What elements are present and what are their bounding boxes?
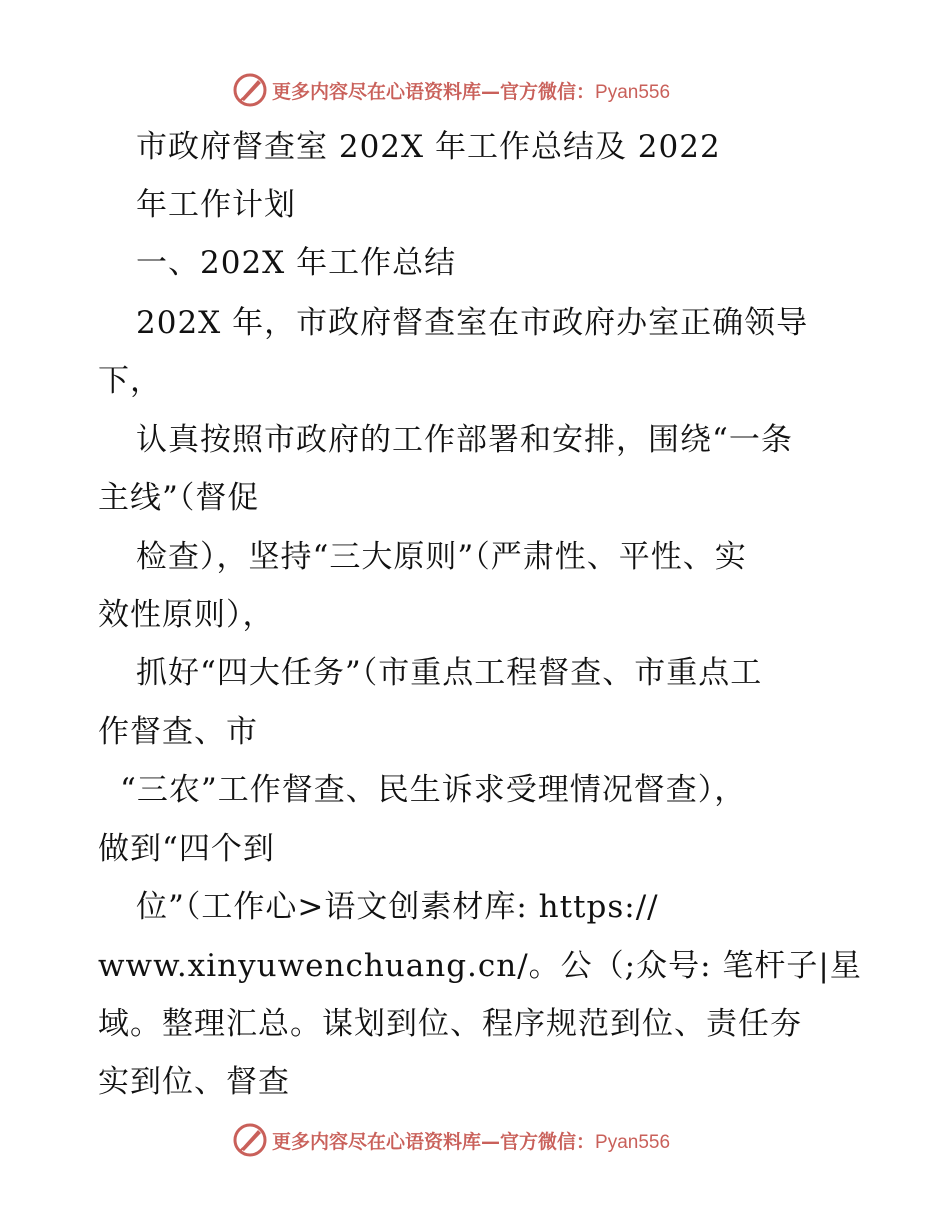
header-banner — [232, 70, 712, 110]
quill-logo-icon — [232, 1122, 268, 1158]
banner-wechat-id: Pyan556 — [595, 1131, 671, 1153]
body-line: 效性原则）， — [98, 597, 275, 633]
body-line: 位”（工作心>语文创素材库: https:// — [136, 889, 659, 925]
doc-title-line-2: 年工作计划 — [136, 187, 296, 223]
body-line: 域。整理汇总。谋划到位、程序规范到位、责任夯 — [98, 1006, 802, 1042]
body-line: 主线”（督促 — [98, 480, 260, 516]
body-line: 认真按照市政府的工作部署和安排，围绕“一条 — [136, 422, 793, 458]
banner-text — [272, 77, 670, 104]
body-line: 做到“四个到 — [98, 831, 275, 867]
quill-logo-icon — [232, 72, 268, 108]
body-line: 抓好“四大任务”（市重点工程督查、市重点工 — [136, 655, 763, 691]
banner-wechat-id: Pyan556 — [595, 81, 671, 103]
footer-banner — [232, 1120, 712, 1160]
body-line: 202X 年，市政府督查室在市政府办室正确领导 — [136, 305, 809, 341]
body-line: 作督查、市 — [98, 714, 258, 750]
doc-title-line-1: 市政府督查室 202X 年工作总结及 2022 — [136, 129, 721, 165]
body-line: www.xinyuwenchuang.cn/。公（;众号: 笔杆子|星 — [98, 948, 862, 984]
body-line: 实到位、督查 — [98, 1064, 290, 1100]
banner-text — [272, 1127, 670, 1154]
body-line: “三农”工作督查、民生诉求受理情况督查）， — [120, 772, 747, 808]
body-line: 下， — [98, 363, 162, 399]
section-heading: 一、202X 年工作总结 — [136, 245, 457, 281]
body-line: 检查），坚持“三大原则”（严肃性、平性、实 — [136, 539, 747, 575]
banner-label: 更多内容尽在心语资料库—官方微信： — [272, 1130, 596, 1153]
banner-label: 更多内容尽在心语资料库—官方微信： — [272, 80, 596, 103]
